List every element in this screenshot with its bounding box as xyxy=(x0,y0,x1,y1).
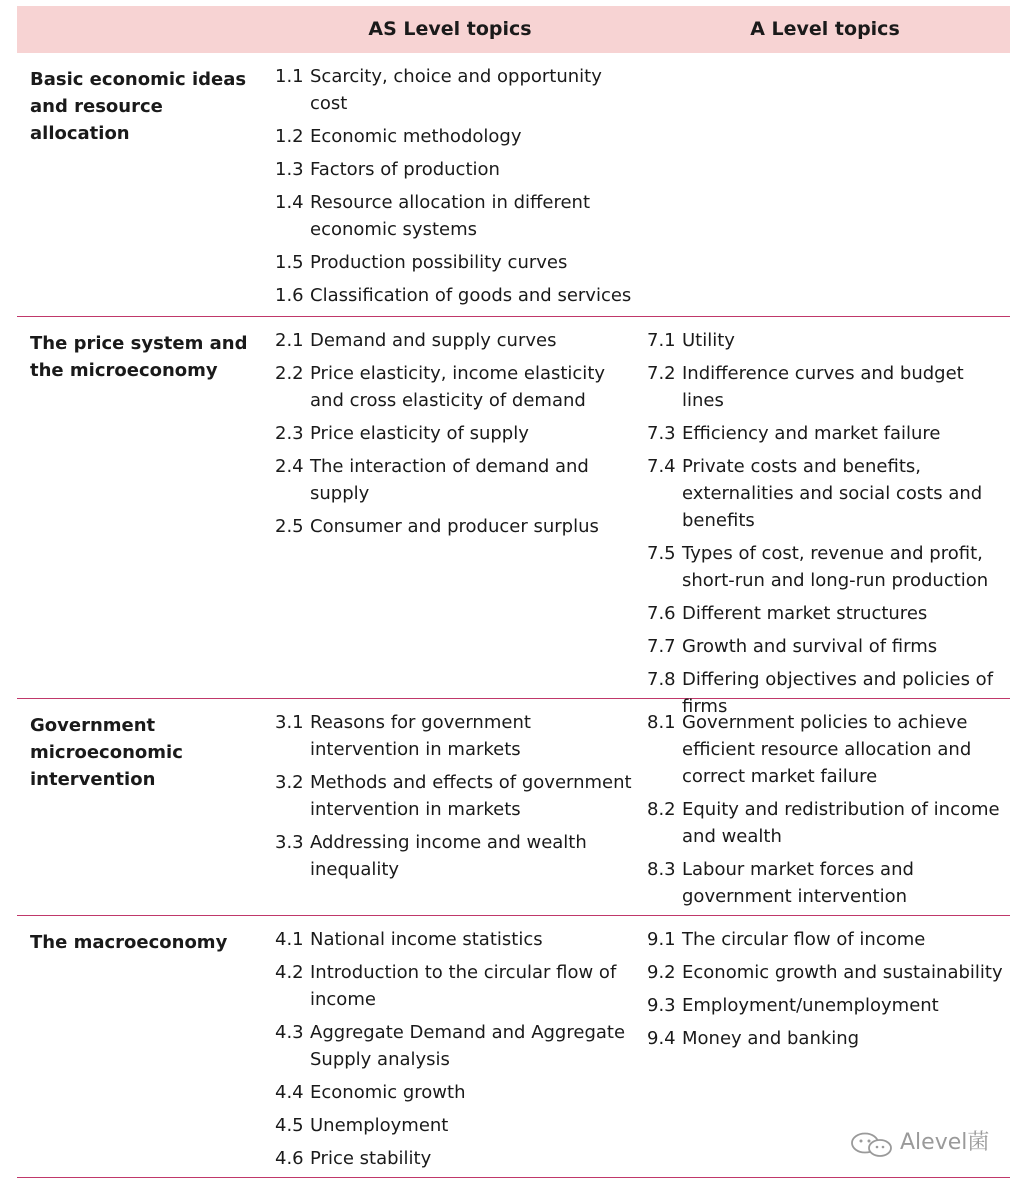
topic-item xyxy=(275,926,635,953)
topic-number: 1.5 xyxy=(275,252,304,273)
topic-number: 4.2 xyxy=(275,962,304,983)
topic-item xyxy=(275,282,635,309)
topic-number: 7.7 xyxy=(647,636,676,657)
topic-number: 8.3 xyxy=(647,859,676,880)
topic-title: Efficiency and market failure xyxy=(682,423,941,444)
topic-title: Classification of goods and services xyxy=(310,285,632,306)
topic-number: 7.1 xyxy=(647,330,676,351)
topic-number: 4.6 xyxy=(275,1148,304,1169)
topic-number: 7.2 xyxy=(647,363,676,384)
topic-number: 4.5 xyxy=(275,1115,304,1136)
as-topic-list xyxy=(275,327,635,546)
topic-item xyxy=(647,1025,1009,1052)
topic-item xyxy=(275,453,635,507)
section-price-system xyxy=(17,317,1010,717)
topic-title: Price elasticity of supply xyxy=(310,423,529,444)
topic-item xyxy=(647,420,1009,447)
topic-title: Scarcity, choice and opportunity cost xyxy=(310,66,602,114)
section-basic-economic-ideas xyxy=(17,53,1010,317)
topic-item xyxy=(647,360,1009,414)
topic-title: Addressing income and wealth inequality xyxy=(310,832,587,880)
topic-title: Reasons for government intervention in markets xyxy=(310,712,531,760)
topic-item xyxy=(275,769,635,823)
as-topic-list xyxy=(275,63,635,315)
topic-title: The interaction of demand and supply xyxy=(310,456,589,504)
topic-number: 2.3 xyxy=(275,423,304,444)
topic-title: Equity and redistribution of income and wealth xyxy=(682,799,1000,847)
topic-item xyxy=(275,709,635,763)
topic-number: 4.4 xyxy=(275,1082,304,1103)
topic-title: Growth and survival of firms xyxy=(682,636,938,657)
section-theme: The price system and the microeconomy xyxy=(30,333,248,381)
as-topic-list xyxy=(275,709,635,889)
topic-title: Utility xyxy=(682,330,735,351)
a-topic-list xyxy=(647,327,1009,726)
topic-number: 1.2 xyxy=(275,126,304,147)
topic-item xyxy=(647,856,1009,910)
topic-number: 8.2 xyxy=(647,799,676,820)
topic-number: 2.4 xyxy=(275,456,304,477)
topic-number: 3.1 xyxy=(275,712,304,733)
topic-number: 9.2 xyxy=(647,962,676,983)
topic-number: 9.3 xyxy=(647,995,676,1016)
topic-item xyxy=(647,926,1009,953)
topic-title: Different market structures xyxy=(682,603,928,624)
topic-title: Differing objectives and policies of firms xyxy=(682,669,994,717)
topic-item xyxy=(647,540,1009,594)
topic-item xyxy=(275,513,635,540)
topic-number: 3.3 xyxy=(275,832,304,853)
topic-title: Factors of production xyxy=(310,159,500,180)
topic-title: Price stability xyxy=(310,1148,432,1169)
topic-number: 9.4 xyxy=(647,1028,676,1049)
topic-item xyxy=(275,360,635,414)
topic-item xyxy=(647,327,1009,354)
chat-bubble-icon xyxy=(850,1132,894,1158)
topic-title: The circular flow of income xyxy=(682,929,926,950)
topic-item xyxy=(275,420,635,447)
topic-item xyxy=(647,992,1009,1019)
topic-number: 7.3 xyxy=(647,423,676,444)
topic-title: Resource allocation in different economic systems xyxy=(310,192,591,240)
topic-item xyxy=(275,123,635,150)
topic-title: Price elasticity, income elasticity and cross elasticity of demand xyxy=(310,363,606,411)
topic-number: 7.5 xyxy=(647,543,676,564)
table-header xyxy=(17,6,1010,53)
topic-title: Methods and effects of government intervention in markets xyxy=(310,772,632,820)
topic-title: Economic growth and sustainability xyxy=(682,962,1003,983)
topic-item xyxy=(275,63,635,117)
topic-number: 9.1 xyxy=(647,929,676,950)
topic-item xyxy=(647,453,1009,534)
topic-number: 4.1 xyxy=(275,929,304,950)
topic-number: 8.1 xyxy=(647,712,676,733)
topic-number: 2.5 xyxy=(275,516,304,537)
topic-number: 2.1 xyxy=(275,330,304,351)
topic-title: Indifference curves and budget lines xyxy=(682,363,964,411)
topic-title: Unemployment xyxy=(310,1115,449,1136)
topic-number: 7.4 xyxy=(647,456,676,477)
section-theme: The macroeconomy xyxy=(30,932,228,953)
topic-number: 3.2 xyxy=(275,772,304,793)
a-topic-list xyxy=(647,709,1009,916)
watermark xyxy=(850,1128,1000,1158)
topic-item xyxy=(647,600,1009,627)
section-theme: Government microeconomic intervention xyxy=(30,715,183,790)
topic-title: Aggregate Demand and Aggregate Supply analysis xyxy=(310,1022,626,1070)
header-a-level: A Level topics xyxy=(750,18,900,40)
topic-number: 7.8 xyxy=(647,669,676,690)
topic-title: Labour market forces and government intervention xyxy=(682,859,914,907)
topic-title: Economic growth xyxy=(310,1082,466,1103)
topic-item xyxy=(275,1112,635,1139)
section-government-intervention xyxy=(17,699,1010,916)
topic-title: Private costs and benefits, externalities and social costs and benefits xyxy=(682,456,983,531)
watermark-text: Alevel菌 xyxy=(900,1130,990,1155)
topic-title: Introduction to the circular flow of income xyxy=(310,962,617,1010)
topic-item xyxy=(275,1019,635,1073)
topic-title: Consumer and producer surplus xyxy=(310,516,599,537)
header-as-level: AS Level topics xyxy=(368,18,532,40)
topic-item xyxy=(647,796,1009,850)
topic-item xyxy=(275,1079,635,1106)
topic-number: 1.6 xyxy=(275,285,304,306)
topic-item xyxy=(275,327,635,354)
topic-item xyxy=(275,1145,635,1172)
topic-number: 4.3 xyxy=(275,1022,304,1043)
topic-number: 2.2 xyxy=(275,363,304,384)
topic-item xyxy=(647,709,1009,790)
topic-title: Economic methodology xyxy=(310,126,522,147)
topic-title: Production possibility curves xyxy=(310,252,568,273)
topic-item xyxy=(275,249,635,276)
topic-title: Demand and supply curves xyxy=(310,330,557,351)
syllabus-topics-table xyxy=(17,6,1010,1178)
topic-item xyxy=(647,959,1009,986)
topic-item xyxy=(275,189,635,243)
topic-title: National income statistics xyxy=(310,929,543,950)
a-topic-list xyxy=(647,926,1009,1058)
topic-number: 1.3 xyxy=(275,159,304,180)
topic-item xyxy=(275,959,635,1013)
topic-title: Money and banking xyxy=(682,1028,860,1049)
topic-item xyxy=(275,156,635,183)
topic-title: Government policies to achieve efficient resource allocation and correct market failure xyxy=(682,712,972,787)
as-topic-list xyxy=(275,926,635,1178)
topic-number: 7.6 xyxy=(647,603,676,624)
topic-number: 1.4 xyxy=(275,192,304,213)
section-theme: Basic economic ideas and resource allocation xyxy=(30,69,247,144)
topic-item xyxy=(647,633,1009,660)
topic-item xyxy=(275,829,635,883)
topic-number: 1.1 xyxy=(275,66,304,87)
topic-title: Employment/unemployment xyxy=(682,995,939,1016)
topic-title: Types of cost, revenue and profit, short-run and long-run production xyxy=(682,543,989,591)
